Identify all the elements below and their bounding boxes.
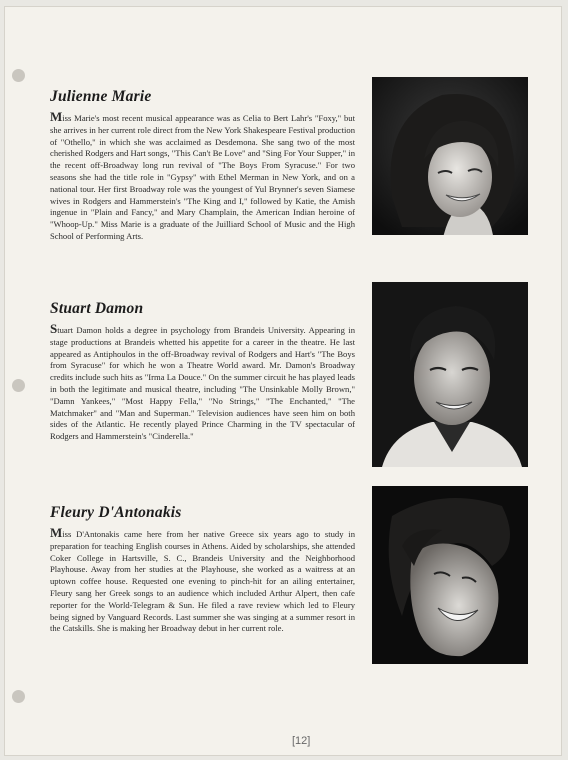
drop-cap: S bbox=[50, 321, 58, 336]
performer-name: Julienne Marie bbox=[50, 88, 152, 105]
performer-name: Stuart Damon bbox=[50, 300, 144, 317]
page-number: [12] bbox=[292, 735, 311, 747]
drop-cap: M bbox=[50, 525, 63, 540]
drop-cap: M bbox=[50, 109, 63, 124]
portrait-photo-julienne-marie bbox=[372, 77, 528, 235]
portrait-image bbox=[372, 77, 528, 235]
punch-hole bbox=[12, 379, 25, 392]
bio-julienne-marie bbox=[50, 88, 355, 243]
bio-body: iss D'Antonakis came here from her native Greece six years ago to study in preparation for teaching English courses in Athens. Aided by scholarships, she attended Coker College in Hartsville, S. C., Brandeis University and the Neighborhood Playhouse. Away from her studies at the Playhouse, she worked as a waitress at an uptown coffee house. Requested one evening to pinch-hit for an ailing entertainer, Fleury sang her Greek songs to an audience which included Arthur Alpert, then cafe reporter for the World-Telegram & Sun. He filed a rave review which led to Fleury being signed by Vanguard Records. Last summer she was singing at a summer resort in the Catskills. She is making her Broadway debut in her current role. bbox=[50, 529, 355, 634]
bio-text bbox=[50, 525, 355, 635]
performer-name: Fleury D'Antonakis bbox=[50, 504, 182, 521]
bio-text bbox=[50, 109, 355, 243]
bio-body: iss Marie's most recent musical appearance was as Celia to Bert Lahr's "Foxy," but she arrives in her current role direct from the New York Shakespeare Festival production of "Othello," in which she was acclaimed as Desdemona. She sang two of the most cherished Rodgers and Hart songs, "This Can't Be Love" and "Sing For Your Supper," in the recent off-Broadway long run revival of "The Boys From Syracuse." For two seasons she had the title role in "Gypsy" with Ethel Merman in New York, and on a national tour. Her first Broadway role was the youngest of Yul Brynner's seven Siamese wives in Rodgers and Hammerstein's "The King and I," followed by Katie, the Amish ingenue in "Plain and Fancy," and Mary Champlain, the American Indian heroine of "Whoop-Up." Miss Marie is a graduate of the Juilliard School of Music and the High School of Performing Arts. bbox=[50, 113, 355, 241]
bio-fleury-dantonakis bbox=[50, 504, 355, 635]
portrait-image bbox=[372, 486, 528, 664]
bio-text bbox=[50, 321, 355, 443]
bio-stuart-damon bbox=[50, 300, 355, 443]
portrait-image bbox=[372, 282, 528, 467]
portrait-photo-fleury-dantonakis bbox=[372, 486, 528, 664]
punch-hole bbox=[12, 690, 25, 703]
punch-hole bbox=[12, 69, 25, 82]
portrait-photo-stuart-damon bbox=[372, 282, 528, 467]
bio-body: tuart Damon holds a degree in psychology from Brandeis University. Appearing in stage productions at Brandeis whetted his appetite for a career in the theatre. He last appeared as Antiphoulos in the off-Broadway revival of Rodgers and Hart's "The Boys from Syracuse" for which he won a Theatre World award. Mr. Damon's Broadway credits include such hits as "Irma La Douce." On the summer circuit he has played leads in both the legitimate and musical theatre, including "The Unsinkable Molly Brown," "Damn Yankees," "Most Happy Fella," "No Strings," "The Enchanted," "The Matchmaker" and "Man and Superman." Television audiences have seen him on both sides of the Atlantic. He recently played Prince Charming in the TV spectacular of Rodgers and Hammerstein's "Cinderella." bbox=[50, 325, 355, 442]
